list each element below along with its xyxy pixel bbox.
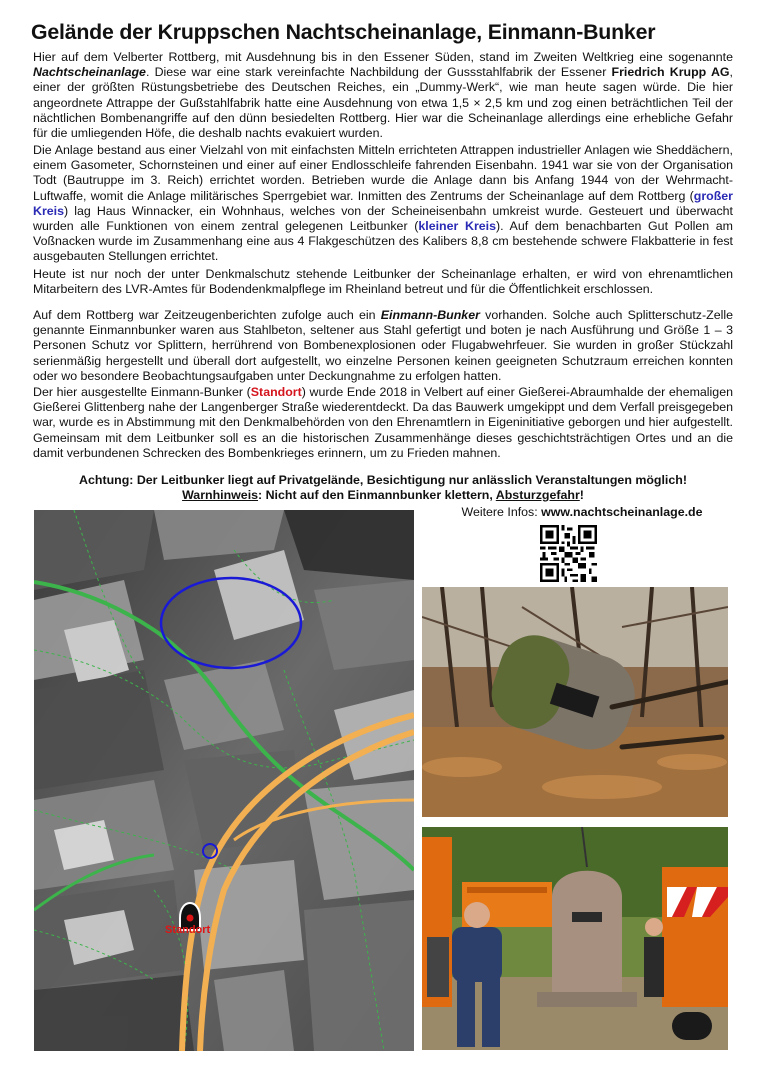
large-circle-label: großer Kreis <box>33 188 733 218</box>
photo-toppled-bunker <box>422 587 728 817</box>
standort-label: Standort <box>250 385 302 399</box>
standort-dot <box>187 915 194 922</box>
paragraph-bunker: Auf dem Rottberg war Zeitzeugenberichten zufolge auch ein Einmann-Bunker vorhanden. Solche auch Splitterschutz-Zelle genannte Einmannbunker waren aus Stahlbeton, seltener aus Stahl gefertigt und boten je nach Ausführung und Größe 1 – 3 Personen Schutz vor Splittern, herrührend von Bombenexplosionen oder Flugabwehrfeuer. Sie wurden in großer Stückzahl serienmäßig hergestellt und überall dort aufgestellt, wo einzelne Personen keinen geeigneten Schutzraum erreichen konnten oder wo besondere Beobachtungsaufgaben unter Deckungnahme zu erfolgen hatten. <box>33 308 733 383</box>
photo-bunker-recovery <box>422 827 728 1050</box>
paragraph-location: Der hier ausgestellte Einmann-Bunker (Standort) wurde Ende 2018 in Velbert auf einer Gießerei-Abraumhalde der ehemaligen Gießerei Glittenberg nahe der Langenberger Straße wiederentdeckt. Da das Bauwerk umgekippt und dem Verfall preisgegeben war, wurde es in Abstimmung mit den Denkmalbehörden von den Ehrenamtlern in Eigeninitiative geborgen und hier aufgestellt. Gemeinsam mit dem Leitbunker soll es an die historischen Zusammenhänge dieses geschichtsträchtigen Ortes und an die damit verbundenen Schrecken des Bombenkrieges erinnern, um zu Frieden mahnen. <box>33 385 733 460</box>
notice-private-property: Achtung: Der Leitbunker liegt auf Privatgelände, Besichtigung nur anlässlich Veranstaltungen möglich! <box>79 473 687 487</box>
notice-warning: Warnhinweis: Nicht auf den Einmannbunker klettern, Absturzgefahr! <box>182 488 584 502</box>
paragraph-intro: Hier auf dem Velberter Rottberg, mit Ausdehnung bis in den Essener Süden, stand im Zweiten Weltkrieg eine sogenannte Nachtscheinanlage. Diese war eine stark vereinfachte Nachbildung der Gussstahlfabrik der Essener Friedrich Krupp AG, einer der größten Rüstungsbetriebe des Deutschen Reiches, ein „Dummy-Werk“, wie man heute sagen würde. Die hier angeordnete Attrappe der Gußstahlfabrik hatte eine Ausdehnung von etwa 1,5 × 2,5 km und zog einen beträchtlichen Teil der nächtlichen Bombenangriffe auf den dünn besiedelten Rottberg. Hier war die Scheinanlage allerdings eine erhebliche Gefahr für die umliegenden Höfe, die deshalb nachts evakuiert wurden. <box>33 50 733 141</box>
small-circle-label: kleiner Kreis <box>418 219 496 234</box>
page-title: Gelände der Kruppschen Nachtscheinanlage, Einmann-Bunker <box>31 20 656 44</box>
qr-code[interactable] <box>540 525 597 582</box>
aerial-map-image <box>34 510 414 1051</box>
website-link[interactable]: www.nachtscheinanlage.de <box>541 505 703 519</box>
aerial-map <box>34 510 414 1051</box>
standort-map-label: Standort <box>165 924 211 936</box>
paragraph-facility: Die Anlage bestand aus einer Vielzahl von mit einfachsten Mitteln errichteten Attrappen industrieller Anlagen wie Sheddächern, einem Gasometer, Schornsteinen und einer auf einer Endlosschleife fahrenden Eisenbahn. 1941 war sie von der Organisation Todt (Bautruppe im 3. Reich) errichtet worden. Betrieben wurde die Anlage dann bis Anfang 1944 von der Wehrmacht-Luftwaffe, womit die Anlage militärisches Sperrgebiet war. Inmitten des Zentrums der Scheinanlage auf dem Rottberg (großer Kreis) lag Haus Winnacker, ein Wohnhaus, welches von der Scheineisenbahn umkreist wurde. Gesteuert und überwacht wurden alle Funktionen von einem zentral gelegenen Leitbunker (kleiner Kreis). Auf dem benachbarten Gut Pollen am Voßnacken wurde im Zusammenhang eine aus 4 Flakgeschützen des Kalibers 8,8 cm bestehende schwere Flakbatterie in fest ausgebauten Stellungen errichtet. <box>33 143 734 264</box>
more-info: Weitere Infos: www.nachtscheinanlage.de <box>461 505 703 519</box>
paragraph-today: Heute ist nur noch der unter Denkmalschutz stehende Leitbunker der Scheinanlage erhalten, er wird von ehrenamtlichen Mitarbeitern des LVR-Amtes für Bodendenkmalpflege im Rheinland betreut und für die Öffentlichkeit erschlossen. <box>33 267 733 297</box>
